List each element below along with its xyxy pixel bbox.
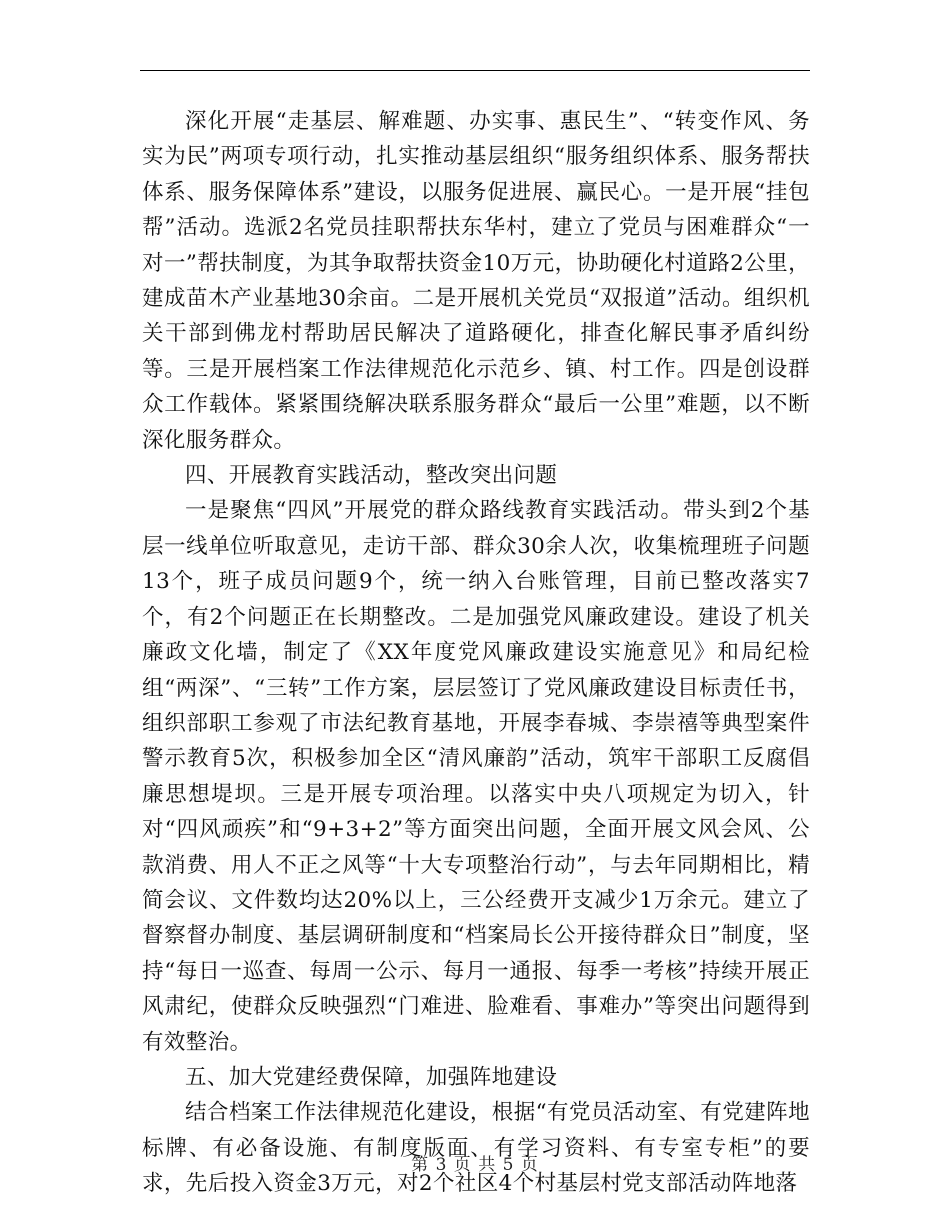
document-body [142,104,810,1202]
paragraph-party-funding: 结合档案工作法律规范化建设，根据“有党员活动室、有党建阵地标牌、有必备设施、有制度版面、有学习资料、有专室专柜”的要求，先后投入资金3万元，对2个社区4个村基层村党支部活动阵地落 [142,1100,810,1197]
paragraph-education-practice: 一是聚焦“四风”开展党的群众路线教育实践活动。带头到2个基层一线单位听取意见，走访干部、群众30余人次，收集梳理班子问题13个，班子成员问题9个，统一纳入台账管理，目前已整改落实7个，有2个问题正在长期整改。二是加强党风廉政建设。建设了机关廉政文化墙，制定了《XX年度党风廉政建设实施意见》和局纪检组“两深”、“三转”工作方案，层层签订了党风廉政建设目标责任书，组织部职工参观了市法纪教育基地，开展李春城、李崇禧等典型案件警示教育5次，积极参加全区“清风廉韵”活动，筑牢干部职工反腐倡廉思想堤坝。三是开展专项治理。以落实中央八项规定为切入，针对“四风顽疾”和“9+3+2”等方面突出问题，全面开展文风会风、公款消费、用人不正之风等“十大专项整治行动”，与去年同期相比，精简会议、文件数均达20%以上，三公经费开支减少1万余元。建立了督察督办制度、基层调研制度和“档案局长公开接待群众日”制度，坚持“每日一巡查、每周一公示、每月一通报、每季一考核”持续开展正风肃纪，使群众反映强烈“门难进、脸难看、事难办”等突出问题得到有效整治。 [142,498,810,1055]
section-heading-party-funding: 五、加大党建经费保障，加强阵地建设 [185,1064,558,1090]
section-heading-education-practice: 四、开展教育实践活动，整改突出问题 [185,463,558,489]
header-rule [140,70,810,71]
paragraph-service-actions: 深化开展“走基层、解难题、办实事、惠民生”、“转变作风、务实为民”两项专项行动，扎实推动基层组织“服务组织体系、服务帮扶体系、服务保障体系”建设，以服务促进展、赢民心。一是开展“挂包帮”活动。选派2名党员挂职帮扶东华村，建立了党员与困难群众“一对一”帮扶制度，为其争取帮扶资金10万元，协助硬化村道路2公里，建成苗木产业基地30余亩。二是开展机关党员“双报道”活动。组织机关干部到佛龙村帮助居民解决了道路硬化，排查化解民事矛盾纠纷等。三是开展档案工作法律规范化示范乡、镇、村工作。四是创设群众工作载体。紧紧围绕解决联系服务群众“最后一公里”难题，以不断深化服务群众。 [142,109,810,453]
page-number-footer: 第 3 页 共 5 页 [411,1155,539,1175]
